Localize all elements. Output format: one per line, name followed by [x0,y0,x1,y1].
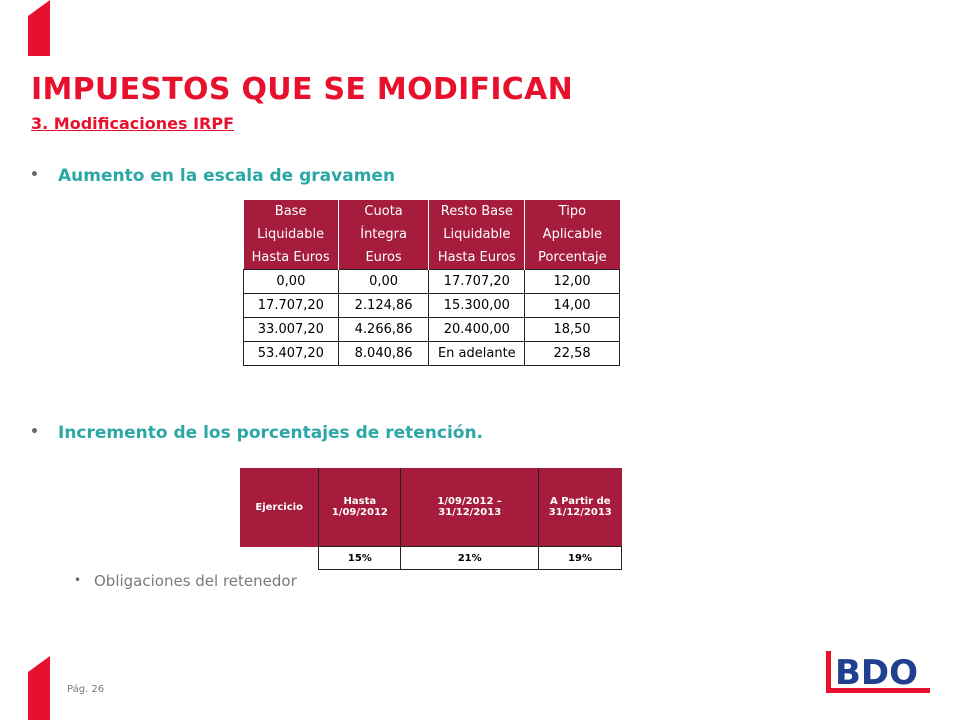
header-cell: Hasta Euros [429,246,525,270]
bottom-left-accent-bar [28,656,50,720]
header-cell: Ejercicio [240,468,319,547]
header-cell: 1/09/2012 – 31/12/2013 [401,468,539,547]
table-cell: 15% [319,547,401,570]
table-row [244,318,620,342]
header-cell: Hasta Euros [244,246,339,270]
header-cell: Íntegra [338,223,429,246]
header-cell: Base [244,200,339,223]
table-cell: 12,00 [525,270,620,294]
header-cell: Liquidable [429,223,525,246]
table-header-row [240,468,622,547]
page-title: IMPUESTOS QUE SE MODIFICAN [31,72,574,107]
table-row [244,294,620,318]
table-cell-empty [240,547,319,570]
page-number: Pág. 26 [67,684,105,695]
logo-text: BDO [835,653,919,693]
table-header-row [244,246,620,270]
bullet-item [30,166,396,186]
bullet-dot-icon: • [30,424,39,440]
header-cell: Liquidable [244,223,339,246]
header-cell: Hasta 1/09/2012 [319,468,401,547]
bullet-text: Incremento de los porcentajes de retención. [58,423,484,443]
header-cell: Aplicable [525,223,620,246]
table-cell: 15.300,00 [429,294,525,318]
table-cell: 19% [539,547,622,570]
bullet-dot-icon: • [30,167,39,183]
table-cell: 0,00 [338,270,429,294]
table-cell: 33.007,20 [244,318,339,342]
table-cell: 0,00 [244,270,339,294]
table-cell: 20.400,00 [429,318,525,342]
table-cell: 14,00 [525,294,620,318]
header-cell: Euros [338,246,429,270]
bdo-logo [826,651,932,693]
table-cell: 17.707,20 [429,270,525,294]
table-row [244,342,620,366]
bullet-dot-icon: • [74,573,82,587]
header-cell: Cuota [338,200,429,223]
tax-scale-table [243,200,620,366]
table-cell: 22,58 [525,342,620,366]
header-cell: Resto Base [429,200,525,223]
table-row [240,547,622,570]
withholding-rates-table [240,468,622,570]
table-cell: En adelante [429,342,525,366]
header-cell: A Partir de 31/12/2013 [539,468,622,547]
table-cell: 18,50 [525,318,620,342]
top-left-accent-bar [28,0,50,56]
table-header-row [244,200,620,223]
sub-bullet-item [74,572,297,590]
table-cell: 2.124,86 [338,294,429,318]
table-row [244,270,620,294]
table-cell: 8.040,86 [338,342,429,366]
table-cell: 21% [401,547,539,570]
header-cell: Tipo [525,200,620,223]
table-cell: 4.266,86 [338,318,429,342]
bullet-item [30,423,484,443]
bullet-text: Aumento en la escala de gravamen [58,166,396,186]
page-subtitle: 3. Modificaciones IRPF [31,114,234,133]
table-cell: 53.407,20 [244,342,339,366]
header-cell: Porcentaje [525,246,620,270]
sub-bullet-text: Obligaciones del retenedor [94,572,297,590]
table-cell: 17.707,20 [244,294,339,318]
table-header-row [244,223,620,246]
